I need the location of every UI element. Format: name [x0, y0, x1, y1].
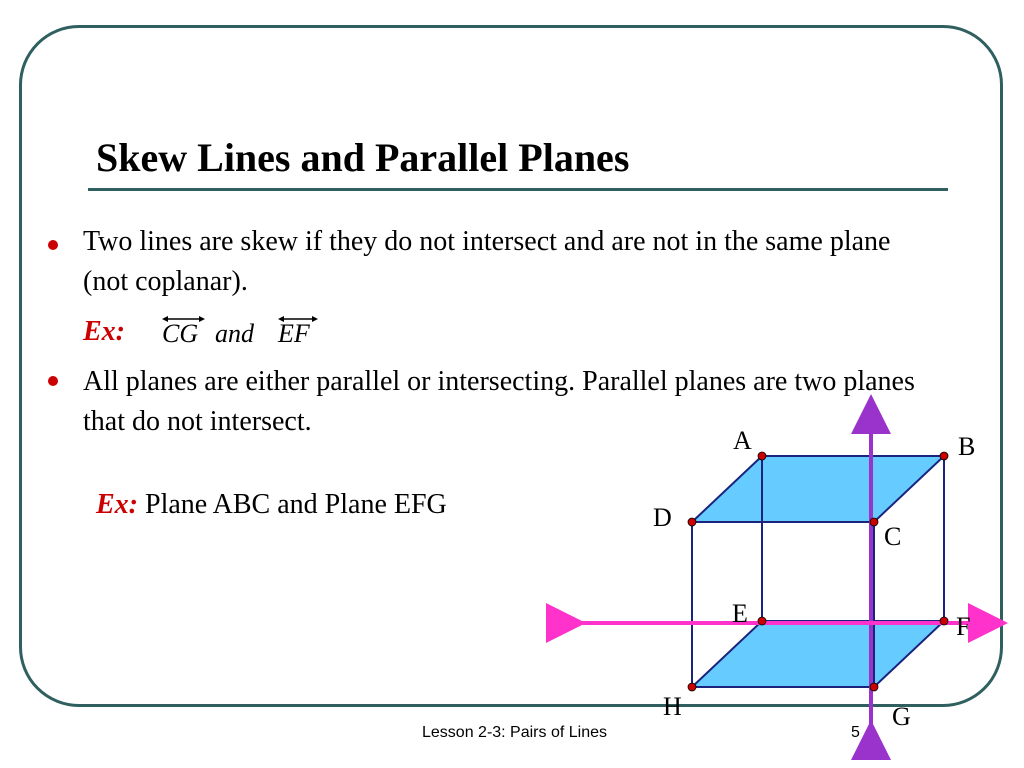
- label-d: D: [653, 503, 672, 532]
- point-g: [870, 683, 878, 691]
- plane-efgh: [692, 621, 944, 687]
- slide-title: Skew Lines and Parallel Planes: [96, 135, 630, 180]
- label-c: C: [884, 522, 902, 551]
- example-2-label: Ex:: [96, 489, 138, 520]
- example-1-label: Ex:: [83, 316, 125, 347]
- example-2-text: Plane ABC and Plane EFG: [145, 489, 447, 520]
- plane-abcd: [692, 456, 944, 522]
- label-f: F: [956, 612, 971, 641]
- segment-ef: EF: [278, 319, 310, 348]
- point-b: [940, 452, 948, 460]
- point-h: [688, 683, 696, 691]
- point-e: [758, 617, 766, 625]
- point-c: [870, 518, 878, 526]
- point-d: [688, 518, 696, 526]
- bullet-1-text: Two lines are skew if they do not intersect and are not in the same plane (not coplanar).: [83, 226, 891, 297]
- bullet-2-text: All planes are either parallel or intersecting. Parallel planes are two planes that do not intersect.: [83, 366, 915, 437]
- label-e: E: [732, 599, 748, 628]
- label-a: A: [733, 426, 752, 455]
- footer-page-number: 5: [851, 724, 860, 741]
- label-b: B: [958, 432, 976, 461]
- segment-cg: CG: [162, 319, 199, 348]
- label-g: G: [892, 702, 911, 731]
- point-a: [758, 452, 766, 460]
- footer-lesson: Lesson 2-3: Pairs of Lines: [422, 724, 607, 741]
- point-f: [940, 617, 948, 625]
- connector-and: and: [215, 319, 254, 348]
- label-h: H: [663, 692, 682, 721]
